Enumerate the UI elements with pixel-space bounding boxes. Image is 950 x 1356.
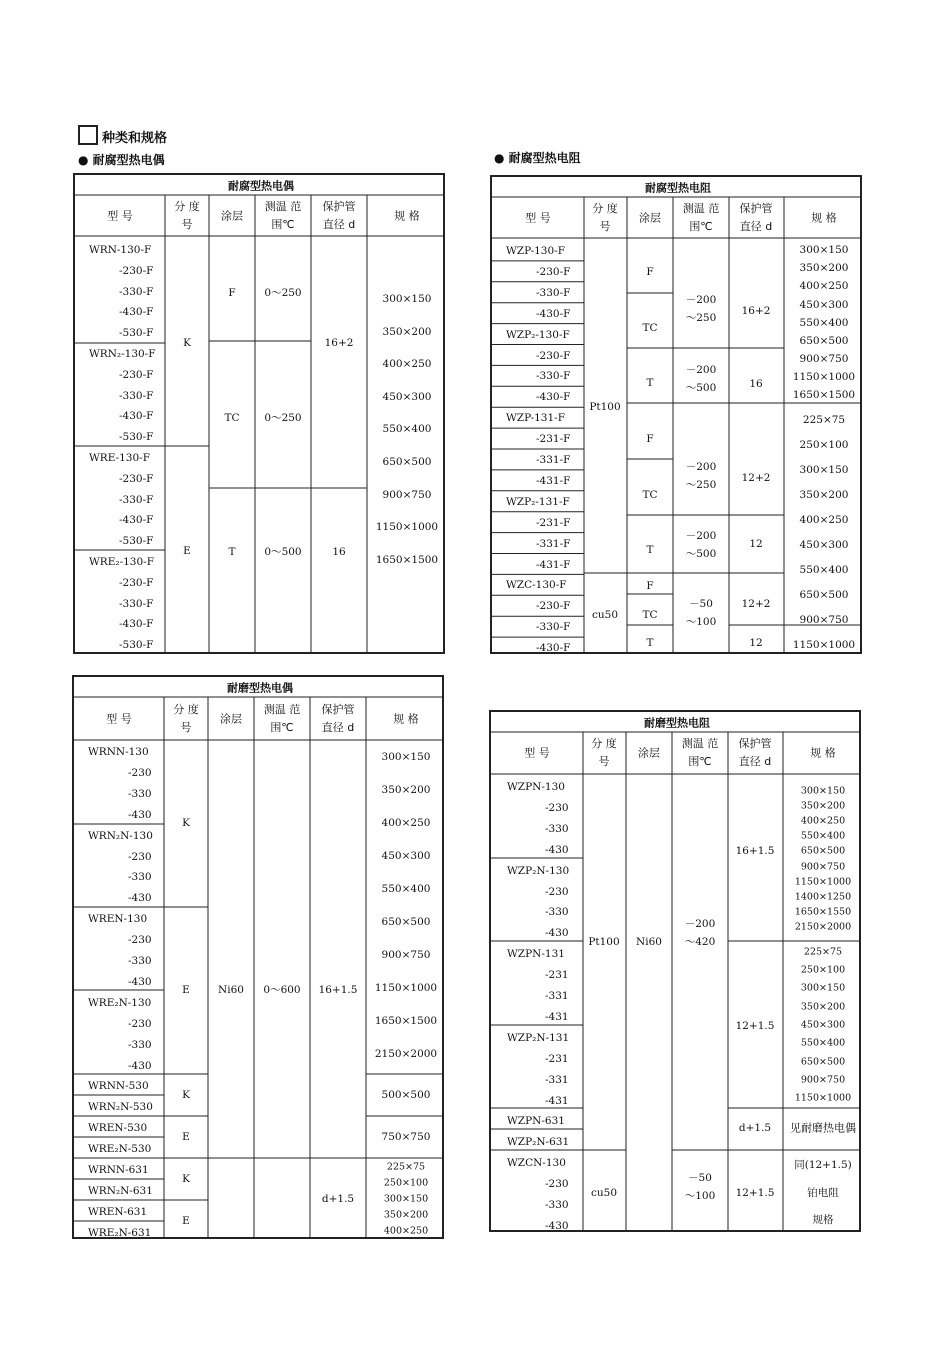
table4-spec-12: 300×150 bbox=[800, 982, 846, 994]
table3-spec-16: 400×250 bbox=[383, 1225, 429, 1237]
table2-model-1: -230-F bbox=[536, 265, 571, 278]
table2-model-3: -430-F bbox=[536, 307, 571, 320]
table1-model-9: -530-F bbox=[119, 430, 154, 443]
table4-model-20: -330 bbox=[545, 1198, 569, 1211]
table4-model-9: -231 bbox=[545, 968, 569, 981]
table2-model-18: -330-F bbox=[536, 620, 571, 633]
table3-tube-1: 16+1.5 bbox=[318, 983, 358, 996]
table2-temp-4a: －200 bbox=[685, 529, 717, 542]
table4-spec-6: 1150×1000 bbox=[794, 876, 852, 888]
table3-model-23: WRE₂N-631 bbox=[88, 1226, 152, 1239]
table2-temp-3a: －200 bbox=[685, 460, 717, 473]
table3-model-0: WRNN-130 bbox=[88, 745, 149, 758]
table2-tube-3: 12+2 bbox=[741, 471, 771, 484]
table3-grad-2: E bbox=[182, 983, 190, 996]
table1-model-6: -230-F bbox=[119, 368, 154, 381]
table2-spec-10: 250×100 bbox=[799, 438, 849, 451]
table1-model-17: -330-F bbox=[119, 597, 154, 610]
table3-grad-1: K bbox=[182, 816, 190, 829]
table4-spec-16: 650×500 bbox=[800, 1056, 846, 1068]
table4-spec-note: 见耐磨热电偶 bbox=[790, 1121, 856, 1135]
table2-header-tube: 保护管 直径 d bbox=[739, 202, 773, 233]
table4-spec-note-1: 同(12+1.5) bbox=[794, 1158, 852, 1171]
table2-model-19: -430-F bbox=[536, 641, 571, 654]
table1-spec-2: 400×250 bbox=[382, 357, 432, 370]
table4-spec-2: 400×250 bbox=[800, 815, 846, 827]
table2-coat-9: T bbox=[646, 636, 654, 649]
table2-model-9: -231-F bbox=[536, 432, 571, 445]
table1-model-2: -330-F bbox=[119, 285, 154, 298]
table2-spec-11: 300×150 bbox=[799, 463, 849, 476]
table4-tube-3: d+1.5 bbox=[738, 1121, 772, 1134]
subtitle-rtd-text: 耐腐型热电阻 bbox=[508, 151, 581, 165]
table3-header-tube: 保护管 直径 d bbox=[321, 703, 355, 734]
table2-spec-7: 1150×1000 bbox=[792, 370, 856, 383]
table4-header-temp: 测温 范围℃ bbox=[681, 737, 719, 768]
table1-header-temp: 测温 范围℃ bbox=[264, 200, 302, 231]
table3-spec-15: 350×200 bbox=[383, 1209, 429, 1221]
table4-model-7: -430 bbox=[545, 927, 569, 940]
table4-spec-14: 450×300 bbox=[800, 1019, 846, 1031]
table4-spec-7: 1400×1250 bbox=[794, 891, 852, 903]
table2-temp-1b: ～250 bbox=[685, 311, 717, 324]
table2-spec-1: 350×200 bbox=[799, 261, 849, 274]
table3-model-18: WREN-530 bbox=[88, 1121, 148, 1134]
table2-model-7: -430-F bbox=[536, 391, 571, 404]
table4-header-grad: 分 度 号 bbox=[591, 737, 617, 768]
table2-model-14: -331-F bbox=[536, 537, 571, 550]
table1-spec-5: 650×500 bbox=[382, 455, 432, 468]
table4-title: 耐磨型热电阻 bbox=[644, 716, 710, 730]
table1-model-5: WRN₂-130-F bbox=[89, 347, 156, 360]
table4-model-3: -430 bbox=[545, 843, 569, 856]
subtitle-thermocouple-text: 耐腐型热电偶 bbox=[92, 153, 165, 167]
table2-coat-2: TC bbox=[642, 321, 658, 334]
table3-spec-13: 250×100 bbox=[383, 1177, 429, 1189]
table3-model-11: -430 bbox=[128, 975, 152, 988]
table4-spec-10: 225×75 bbox=[803, 946, 843, 958]
table2-model-5: -230-F bbox=[536, 349, 571, 362]
table3-spec-10: 500×500 bbox=[381, 1088, 431, 1101]
table4-header-tube: 保护管 直径 d bbox=[738, 737, 772, 768]
table3-spec-6: 900×750 bbox=[381, 948, 431, 961]
table3-grad-5: K bbox=[182, 1172, 190, 1185]
table2-tube-1: 16+2 bbox=[741, 304, 771, 317]
table3-spec-0: 300×150 bbox=[381, 750, 431, 763]
table3-model-22: WREN-631 bbox=[88, 1205, 148, 1218]
table3-model-7: -430 bbox=[128, 892, 152, 905]
table2-grad-cu50: cu50 bbox=[591, 608, 619, 621]
table2-header-model: 型 号 bbox=[525, 211, 551, 225]
table-wear-rtd bbox=[489, 710, 861, 1232]
table2-temp-5a: －50 bbox=[689, 597, 713, 610]
table2-temp-5b: ～100 bbox=[685, 615, 717, 628]
table3-model-1: -230 bbox=[128, 766, 152, 779]
table1-header-spec: 规 格 bbox=[394, 209, 420, 223]
table2-spec-15: 550×400 bbox=[799, 563, 849, 576]
table4-coat: Ni60 bbox=[636, 935, 662, 948]
table3-spec-1: 350×200 bbox=[381, 783, 431, 796]
table3-spec-3: 450×300 bbox=[381, 849, 431, 862]
table2-model-6: -330-F bbox=[536, 370, 571, 383]
table2-model-4: WZP₂-130-F bbox=[506, 328, 570, 341]
table2-temp-3b: ～250 bbox=[685, 478, 717, 491]
table1-header-tube: 保护管 直径 d bbox=[322, 200, 356, 231]
table4-model-18: WZCN-130 bbox=[507, 1156, 566, 1169]
table2-coat-3: T bbox=[646, 376, 654, 389]
table2-spec-0: 300×150 bbox=[799, 243, 849, 256]
table3-model-15: -430 bbox=[128, 1059, 152, 1072]
table1-grad-e: E bbox=[183, 544, 191, 557]
table2-spec-3: 450×300 bbox=[799, 298, 849, 311]
table2-spec-4: 550×400 bbox=[799, 316, 849, 329]
table4-temp-2b: ～100 bbox=[684, 1189, 716, 1202]
table1-model-12: -330-F bbox=[119, 493, 154, 506]
table3-model-4: WRN₂N-130 bbox=[88, 829, 153, 842]
table4-spec-3: 550×400 bbox=[800, 830, 846, 842]
table1-spec-1: 350×200 bbox=[382, 325, 432, 338]
table3-spec-2: 400×250 bbox=[381, 816, 431, 829]
table1-coat-t: T bbox=[228, 545, 236, 558]
table2-coat-4: F bbox=[646, 432, 654, 445]
table2-tube-5: 12+2 bbox=[741, 597, 771, 610]
table3-model-2: -330 bbox=[128, 787, 152, 800]
table3-spec-7: 1150×1000 bbox=[374, 981, 438, 994]
table3-model-20: WRNN-631 bbox=[88, 1163, 149, 1176]
table4-model-14: -331 bbox=[545, 1073, 569, 1086]
table2-coat-8: TC bbox=[642, 608, 658, 621]
table4-header-spec: 规 格 bbox=[810, 746, 836, 760]
table4-tube-2: 12+1.5 bbox=[735, 1019, 775, 1032]
table1-model-0: WRN-130-F bbox=[89, 243, 152, 256]
subtitle-thermocouple: ● 耐腐型热电偶 bbox=[78, 153, 165, 167]
table3-header-coat: 涂层 bbox=[220, 712, 242, 726]
table4-spec-5: 900×750 bbox=[800, 861, 846, 873]
table1-coat-f: F bbox=[228, 286, 236, 299]
table1-model-16: -230-F bbox=[119, 576, 154, 589]
table2-temp-2b: ～500 bbox=[685, 381, 717, 394]
section-title: 种类和规格 bbox=[102, 131, 168, 146]
table3-title: 耐磨型热电偶 bbox=[227, 681, 293, 695]
table4-tube-1: 16+1.5 bbox=[735, 844, 775, 857]
table3-model-5: -230 bbox=[128, 850, 152, 863]
table4-temp-1b: ～420 bbox=[684, 935, 716, 948]
table4-temp-2a: －50 bbox=[688, 1171, 712, 1184]
table1-temp-3: 0～500 bbox=[264, 545, 302, 558]
table4-model-15: -431 bbox=[545, 1094, 569, 1107]
table2-header-temp: 测温 范围℃ bbox=[682, 202, 720, 233]
table4-model-16: WZPN-631 bbox=[507, 1115, 565, 1128]
table2-spec-12: 350×200 bbox=[799, 488, 849, 501]
table3-spec-4: 550×400 bbox=[381, 882, 431, 895]
table4-spec-11: 250×100 bbox=[800, 964, 846, 976]
table2-spec-6: 900×750 bbox=[799, 352, 849, 365]
table1-coat-tc: TC bbox=[224, 411, 240, 424]
table1-spec-4: 550×400 bbox=[382, 423, 432, 436]
table3-spec-5: 650×500 bbox=[381, 915, 431, 928]
table2-spec-2: 400×250 bbox=[799, 279, 849, 292]
table4-spec-13: 350×200 bbox=[800, 1001, 846, 1013]
table4-spec-9: 2150×2000 bbox=[794, 921, 852, 933]
table1-model-19: -530-F bbox=[119, 638, 154, 651]
table2-model-15: -431-F bbox=[536, 558, 571, 571]
table1-temp-1: 0～250 bbox=[264, 286, 302, 299]
table2-spec-17: 900×750 bbox=[799, 613, 849, 626]
table4-model-0: WZPN-130 bbox=[507, 780, 565, 793]
table1-tube-2: 16 bbox=[332, 545, 346, 558]
table1-header-grad: 分 度 号 bbox=[174, 200, 200, 231]
table2-spec-5: 650×500 bbox=[799, 334, 849, 347]
table4-spec-note-3: 规格 bbox=[812, 1213, 834, 1226]
subtitle-rtd: ● 耐腐型热电阻 bbox=[494, 151, 581, 165]
table3-temp: 0～600 bbox=[263, 983, 301, 996]
table3-model-8: WREN-130 bbox=[88, 912, 148, 925]
table3-model-19: WRE₂N-530 bbox=[88, 1142, 152, 1155]
table2-spec-18: 1150×1000 bbox=[792, 638, 856, 651]
table3-model-6: -330 bbox=[128, 871, 152, 884]
table4-model-12: WZP₂N-131 bbox=[507, 1031, 570, 1044]
table3-model-12: WRE₂N-130 bbox=[88, 996, 152, 1009]
table3-grad-3: K bbox=[182, 1088, 190, 1101]
table3-model-9: -230 bbox=[128, 933, 152, 946]
table4-grad-cu50: cu50 bbox=[590, 1186, 618, 1199]
table1-model-1: -230-F bbox=[119, 264, 154, 277]
table4-model-8: WZPN-131 bbox=[507, 947, 565, 960]
table4-model-4: WZP₂N-130 bbox=[507, 864, 570, 877]
table3-spec-14: 300×150 bbox=[383, 1193, 429, 1205]
table2-tube-4: 12 bbox=[749, 537, 763, 550]
table1-model-3: -430-F bbox=[119, 306, 154, 319]
table1-spec-0: 300×150 bbox=[382, 292, 432, 305]
table2-header-grad: 分 度 号 bbox=[592, 202, 618, 233]
table4-model-2: -330 bbox=[545, 822, 569, 835]
table4-spec-18: 1150×1000 bbox=[794, 1092, 852, 1104]
table4-tube-4: 12+1.5 bbox=[735, 1186, 775, 1199]
table4-model-17: WZP₂N-631 bbox=[507, 1136, 570, 1149]
table2-model-2: -330-F bbox=[536, 286, 571, 299]
table3-model-10: -330 bbox=[128, 954, 152, 967]
table3-tube-2: d+1.5 bbox=[321, 1192, 355, 1205]
table4-model-6: -330 bbox=[545, 906, 569, 919]
table4-spec-0: 300×150 bbox=[800, 785, 846, 797]
table2-model-10: -331-F bbox=[536, 453, 571, 466]
table2-spec-16: 650×500 bbox=[799, 588, 849, 601]
table2-spec-13: 400×250 bbox=[799, 513, 849, 526]
table-wear-thermocouple bbox=[72, 675, 444, 1239]
table1-spec-7: 1150×1000 bbox=[375, 520, 439, 533]
table2-model-8: WZP-131-F bbox=[506, 411, 566, 424]
table1-model-7: -330-F bbox=[119, 389, 154, 402]
table1-header-model: 型 号 bbox=[107, 209, 133, 223]
table1-model-13: -430-F bbox=[119, 514, 154, 527]
table3-spec-11: 750×750 bbox=[381, 1130, 431, 1143]
table3-model-3: -430 bbox=[128, 808, 152, 821]
table4-header-model: 型 号 bbox=[524, 746, 550, 760]
table2-model-16: WZC-130-F bbox=[506, 579, 567, 592]
table1-header-coat: 涂层 bbox=[221, 209, 243, 223]
table4-grad-pt100: Pt100 bbox=[588, 935, 620, 948]
table1-model-11: -230-F bbox=[119, 472, 154, 485]
table3-model-16: WRNN-530 bbox=[88, 1080, 149, 1093]
table1-model-8: -430-F bbox=[119, 410, 154, 423]
table3-grad-4: E bbox=[182, 1130, 190, 1143]
table1-tube-1: 16+2 bbox=[324, 336, 354, 349]
table4-header-coat: 涂层 bbox=[638, 746, 660, 760]
table1-model-18: -430-F bbox=[119, 618, 154, 631]
table3-coat: Ni60 bbox=[218, 983, 244, 996]
table3-spec-8: 1650×1500 bbox=[374, 1014, 438, 1027]
table2-temp-1a: －200 bbox=[685, 293, 717, 306]
table3-model-21: WRN₂N-631 bbox=[88, 1184, 153, 1197]
table2-model-11: -431-F bbox=[536, 474, 571, 487]
table2-coat-7: F bbox=[646, 579, 654, 592]
table3-grad-6: E bbox=[182, 1214, 190, 1227]
table3-spec-12: 225×75 bbox=[386, 1161, 426, 1173]
table3-header-model: 型 号 bbox=[106, 712, 132, 726]
table4-model-13: -231 bbox=[545, 1052, 569, 1065]
table1-temp-2: 0～250 bbox=[264, 411, 302, 424]
table3-model-17: WRN₂N-530 bbox=[88, 1101, 153, 1114]
table4-model-5: -230 bbox=[545, 885, 569, 898]
table4-model-1: -230 bbox=[545, 801, 569, 814]
table2-coat-6: T bbox=[646, 543, 654, 556]
table4-spec-17: 900×750 bbox=[800, 1074, 846, 1086]
table2-header-spec: 规 格 bbox=[811, 211, 837, 225]
table-corrosion-rtd bbox=[490, 175, 862, 654]
table-corrosion-thermocouple bbox=[73, 173, 445, 654]
table2-spec-8: 1650×1500 bbox=[792, 388, 856, 401]
table4-spec-note-2: 铂电阻 bbox=[807, 1186, 839, 1199]
table1-model-10: WRE-130-F bbox=[89, 451, 150, 464]
table1-model-15: WRE₂-130-F bbox=[89, 555, 154, 568]
table4-model-11: -431 bbox=[545, 1010, 569, 1023]
table2-grad-pt100: Pt100 bbox=[589, 400, 621, 413]
table3-header-grad: 分 度 号 bbox=[173, 703, 199, 734]
table2-tube-6: 12 bbox=[749, 636, 763, 649]
table2-title: 耐腐型热电阻 bbox=[645, 181, 711, 195]
table2-model-12: WZP₂-131-F bbox=[506, 495, 570, 508]
table4-model-19: -230 bbox=[545, 1177, 569, 1190]
table2-spec-9: 225×75 bbox=[802, 413, 846, 426]
table4-spec-4: 650×500 bbox=[800, 845, 846, 857]
table1-model-4: -530-F bbox=[119, 326, 154, 339]
table2-header-coat: 涂层 bbox=[639, 211, 661, 225]
table1-title: 耐腐型热电偶 bbox=[228, 179, 294, 193]
table3-header-spec: 规 格 bbox=[393, 712, 419, 726]
table1-spec-6: 900×750 bbox=[382, 488, 432, 501]
table2-coat-1: F bbox=[646, 265, 654, 278]
table4-model-10: -331 bbox=[545, 989, 569, 1002]
table4-spec-8: 1650×1550 bbox=[794, 906, 852, 918]
table3-model-13: -230 bbox=[128, 1017, 152, 1030]
table4-spec-1: 350×200 bbox=[800, 800, 846, 812]
table2-spec-14: 450×300 bbox=[799, 538, 849, 551]
table2-model-13: -231-F bbox=[536, 516, 571, 529]
table2-temp-4b: ～500 bbox=[685, 547, 717, 560]
table4-model-21: -430 bbox=[545, 1219, 569, 1232]
table3-header-temp: 测温 范围℃ bbox=[263, 703, 301, 734]
table1-spec-3: 450×300 bbox=[382, 390, 432, 403]
table3-model-14: -330 bbox=[128, 1038, 152, 1051]
table4-spec-15: 550×400 bbox=[800, 1037, 846, 1049]
section-checkbox-icon bbox=[78, 125, 98, 145]
table2-temp-2a: －200 bbox=[685, 363, 717, 376]
table2-coat-5: TC bbox=[642, 488, 658, 501]
table2-model-17: -230-F bbox=[536, 600, 571, 613]
table2-model-0: WZP-130-F bbox=[506, 244, 566, 257]
table2-tube-2: 16 bbox=[749, 377, 763, 390]
table1-model-14: -530-F bbox=[119, 534, 154, 547]
table3-spec-9: 2150×2000 bbox=[374, 1047, 438, 1060]
table1-spec-8: 1650×1500 bbox=[375, 553, 439, 566]
table1-grad-k: K bbox=[183, 336, 191, 349]
table4-temp-1a: －200 bbox=[684, 917, 716, 930]
